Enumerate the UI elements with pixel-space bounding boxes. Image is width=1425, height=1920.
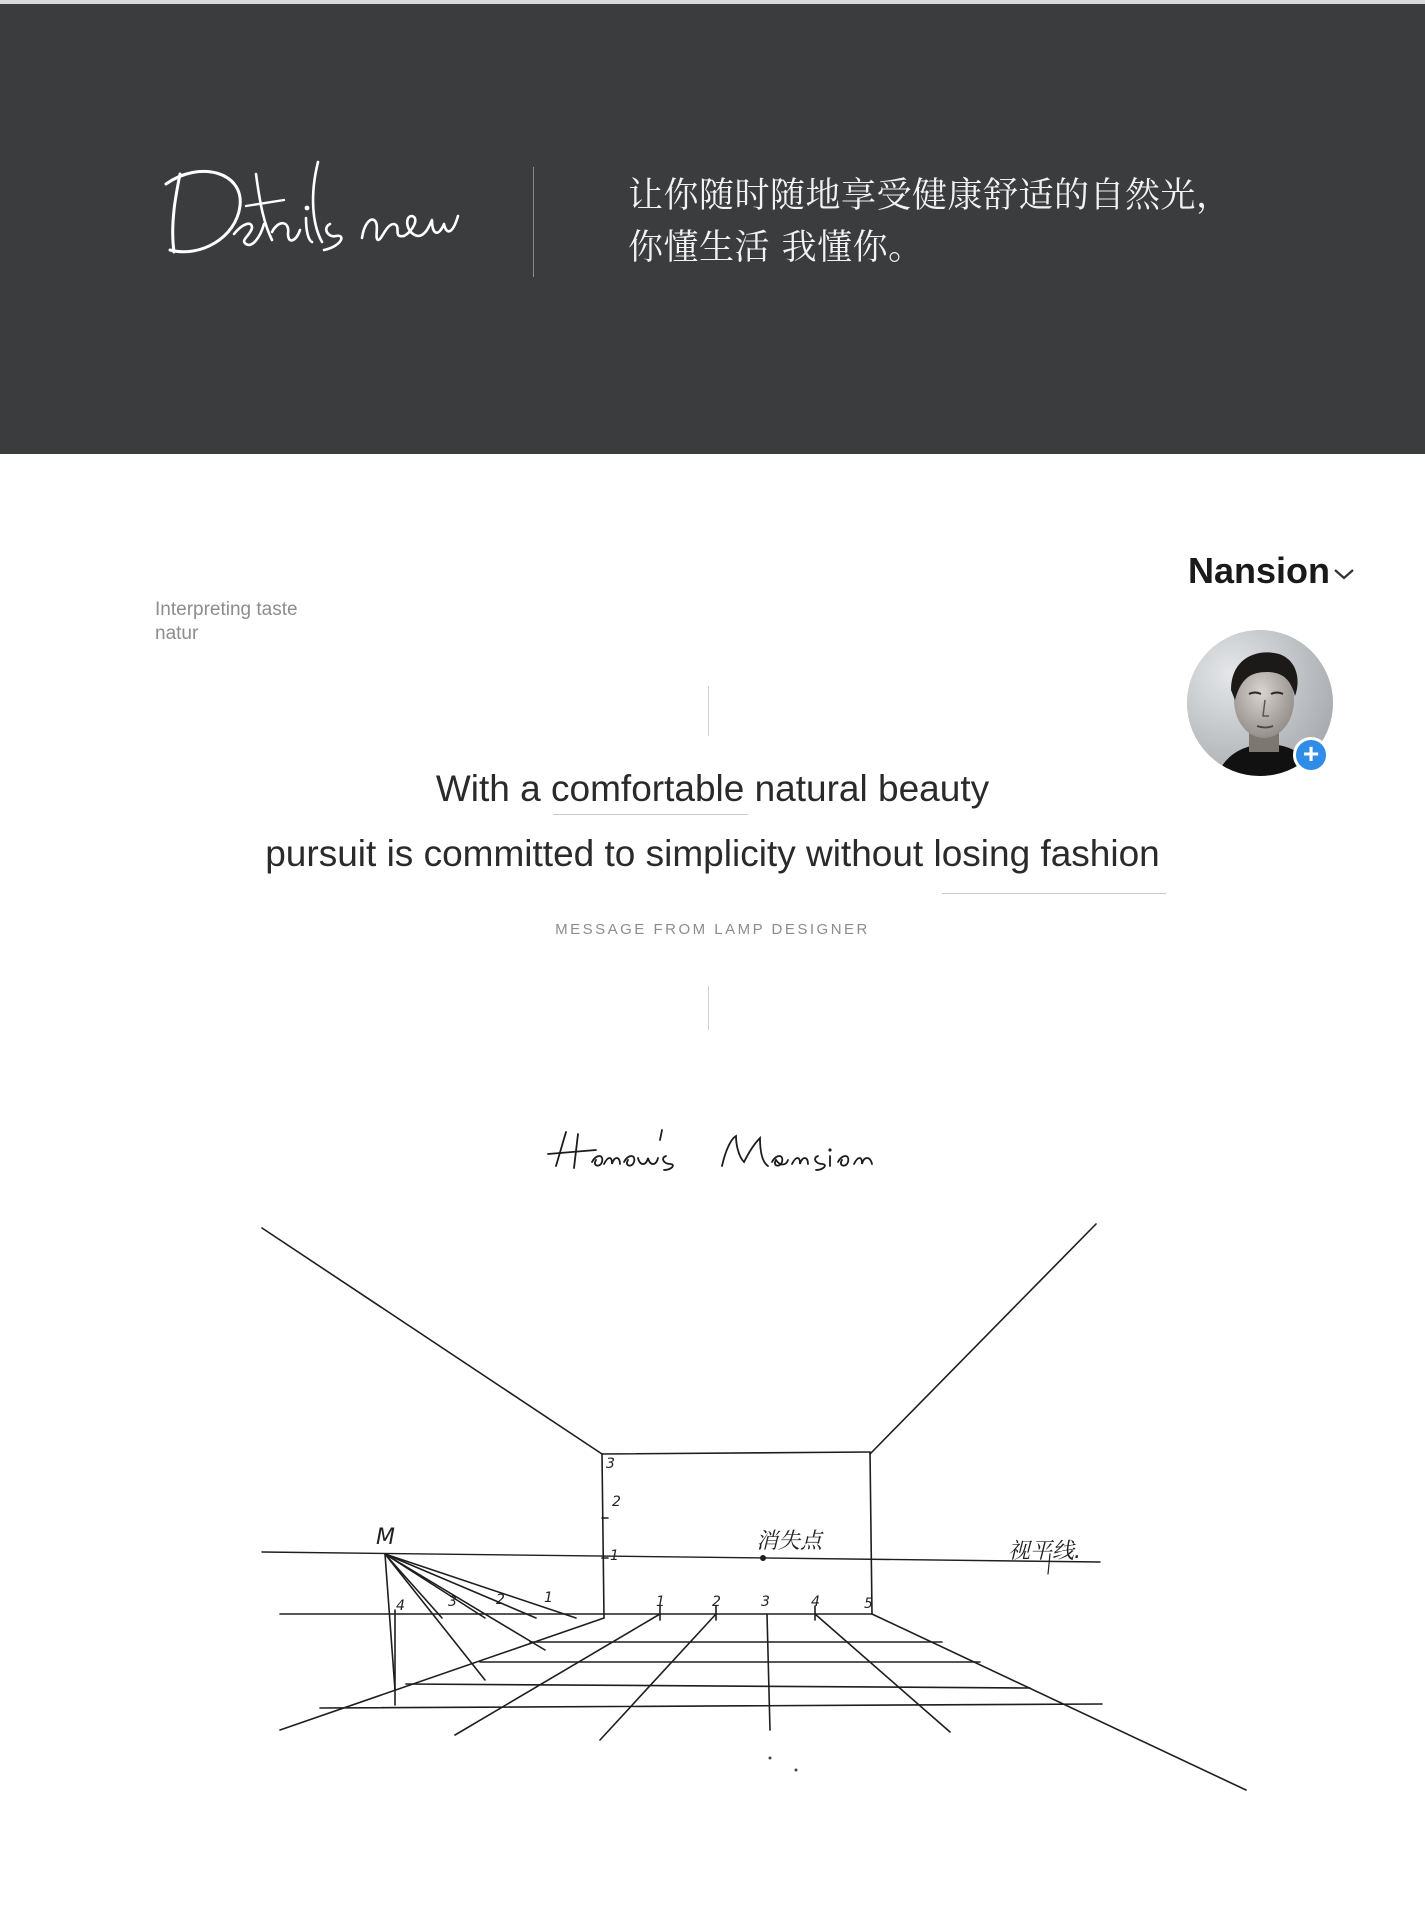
quote-line2: pursuit is committed to simplicity without losing fashion: [265, 833, 1160, 874]
horizon-line-label: 视平线.: [1008, 1539, 1081, 1564]
quote-line1: With a comfortable natural beauty: [435, 768, 990, 809]
side-note-line1: Interpreting taste: [155, 599, 298, 620]
vanishing-point-label: 消失点: [756, 1529, 823, 1554]
wall-mark-1: 1: [610, 1548, 619, 1564]
vanishing-point-dot: [760, 1555, 766, 1561]
side-note-line2: natur: [155, 623, 199, 644]
left-mark-1: 1: [544, 1590, 553, 1606]
follow-button[interactable]: +: [1293, 737, 1329, 773]
hero-tagline-line1: 让你随时随地享受健康舒适的自然光，: [628, 176, 1232, 216]
top-vertical-rule: [708, 686, 709, 736]
left-mark-4: 4: [396, 1598, 405, 1614]
floor-mark-4: 4: [811, 1594, 820, 1610]
hero-tagline: [628, 170, 1232, 274]
hero-divider: [533, 167, 534, 277]
floor-mark-5: 5: [864, 1596, 873, 1612]
profile-name[interactable]: Nansion: [1188, 550, 1331, 591]
hero-banner: [0, 4, 1425, 454]
left-mark-2: 2: [496, 1592, 505, 1608]
floor-mark-1: 1: [656, 1594, 665, 1610]
quote-underline-2: [942, 893, 1166, 894]
quote-underline-1: [553, 814, 748, 815]
floor-mark-3: 3: [761, 1594, 770, 1610]
side-note: [155, 598, 298, 646]
honours-mansion-script-title: [540, 1118, 880, 1188]
left-mark-3: 3: [448, 1594, 457, 1610]
wall-mark-3: 3: [606, 1456, 615, 1472]
hero-tagline-line2: 你懂生活 我懂你。: [628, 228, 924, 268]
bottom-vertical-rule: [708, 986, 709, 1030]
designer-caption: MESSAGE FROM LAMP DESIGNER: [555, 921, 870, 938]
wall-mark-2: 2: [612, 1494, 621, 1510]
measuring-point-label: M: [376, 1525, 395, 1550]
perspective-sketch: [240, 1210, 1270, 1810]
details-new-script-title: [160, 154, 460, 264]
chevron-down-icon[interactable]: [1332, 566, 1356, 582]
floor-mark-2: 2: [712, 1594, 721, 1610]
